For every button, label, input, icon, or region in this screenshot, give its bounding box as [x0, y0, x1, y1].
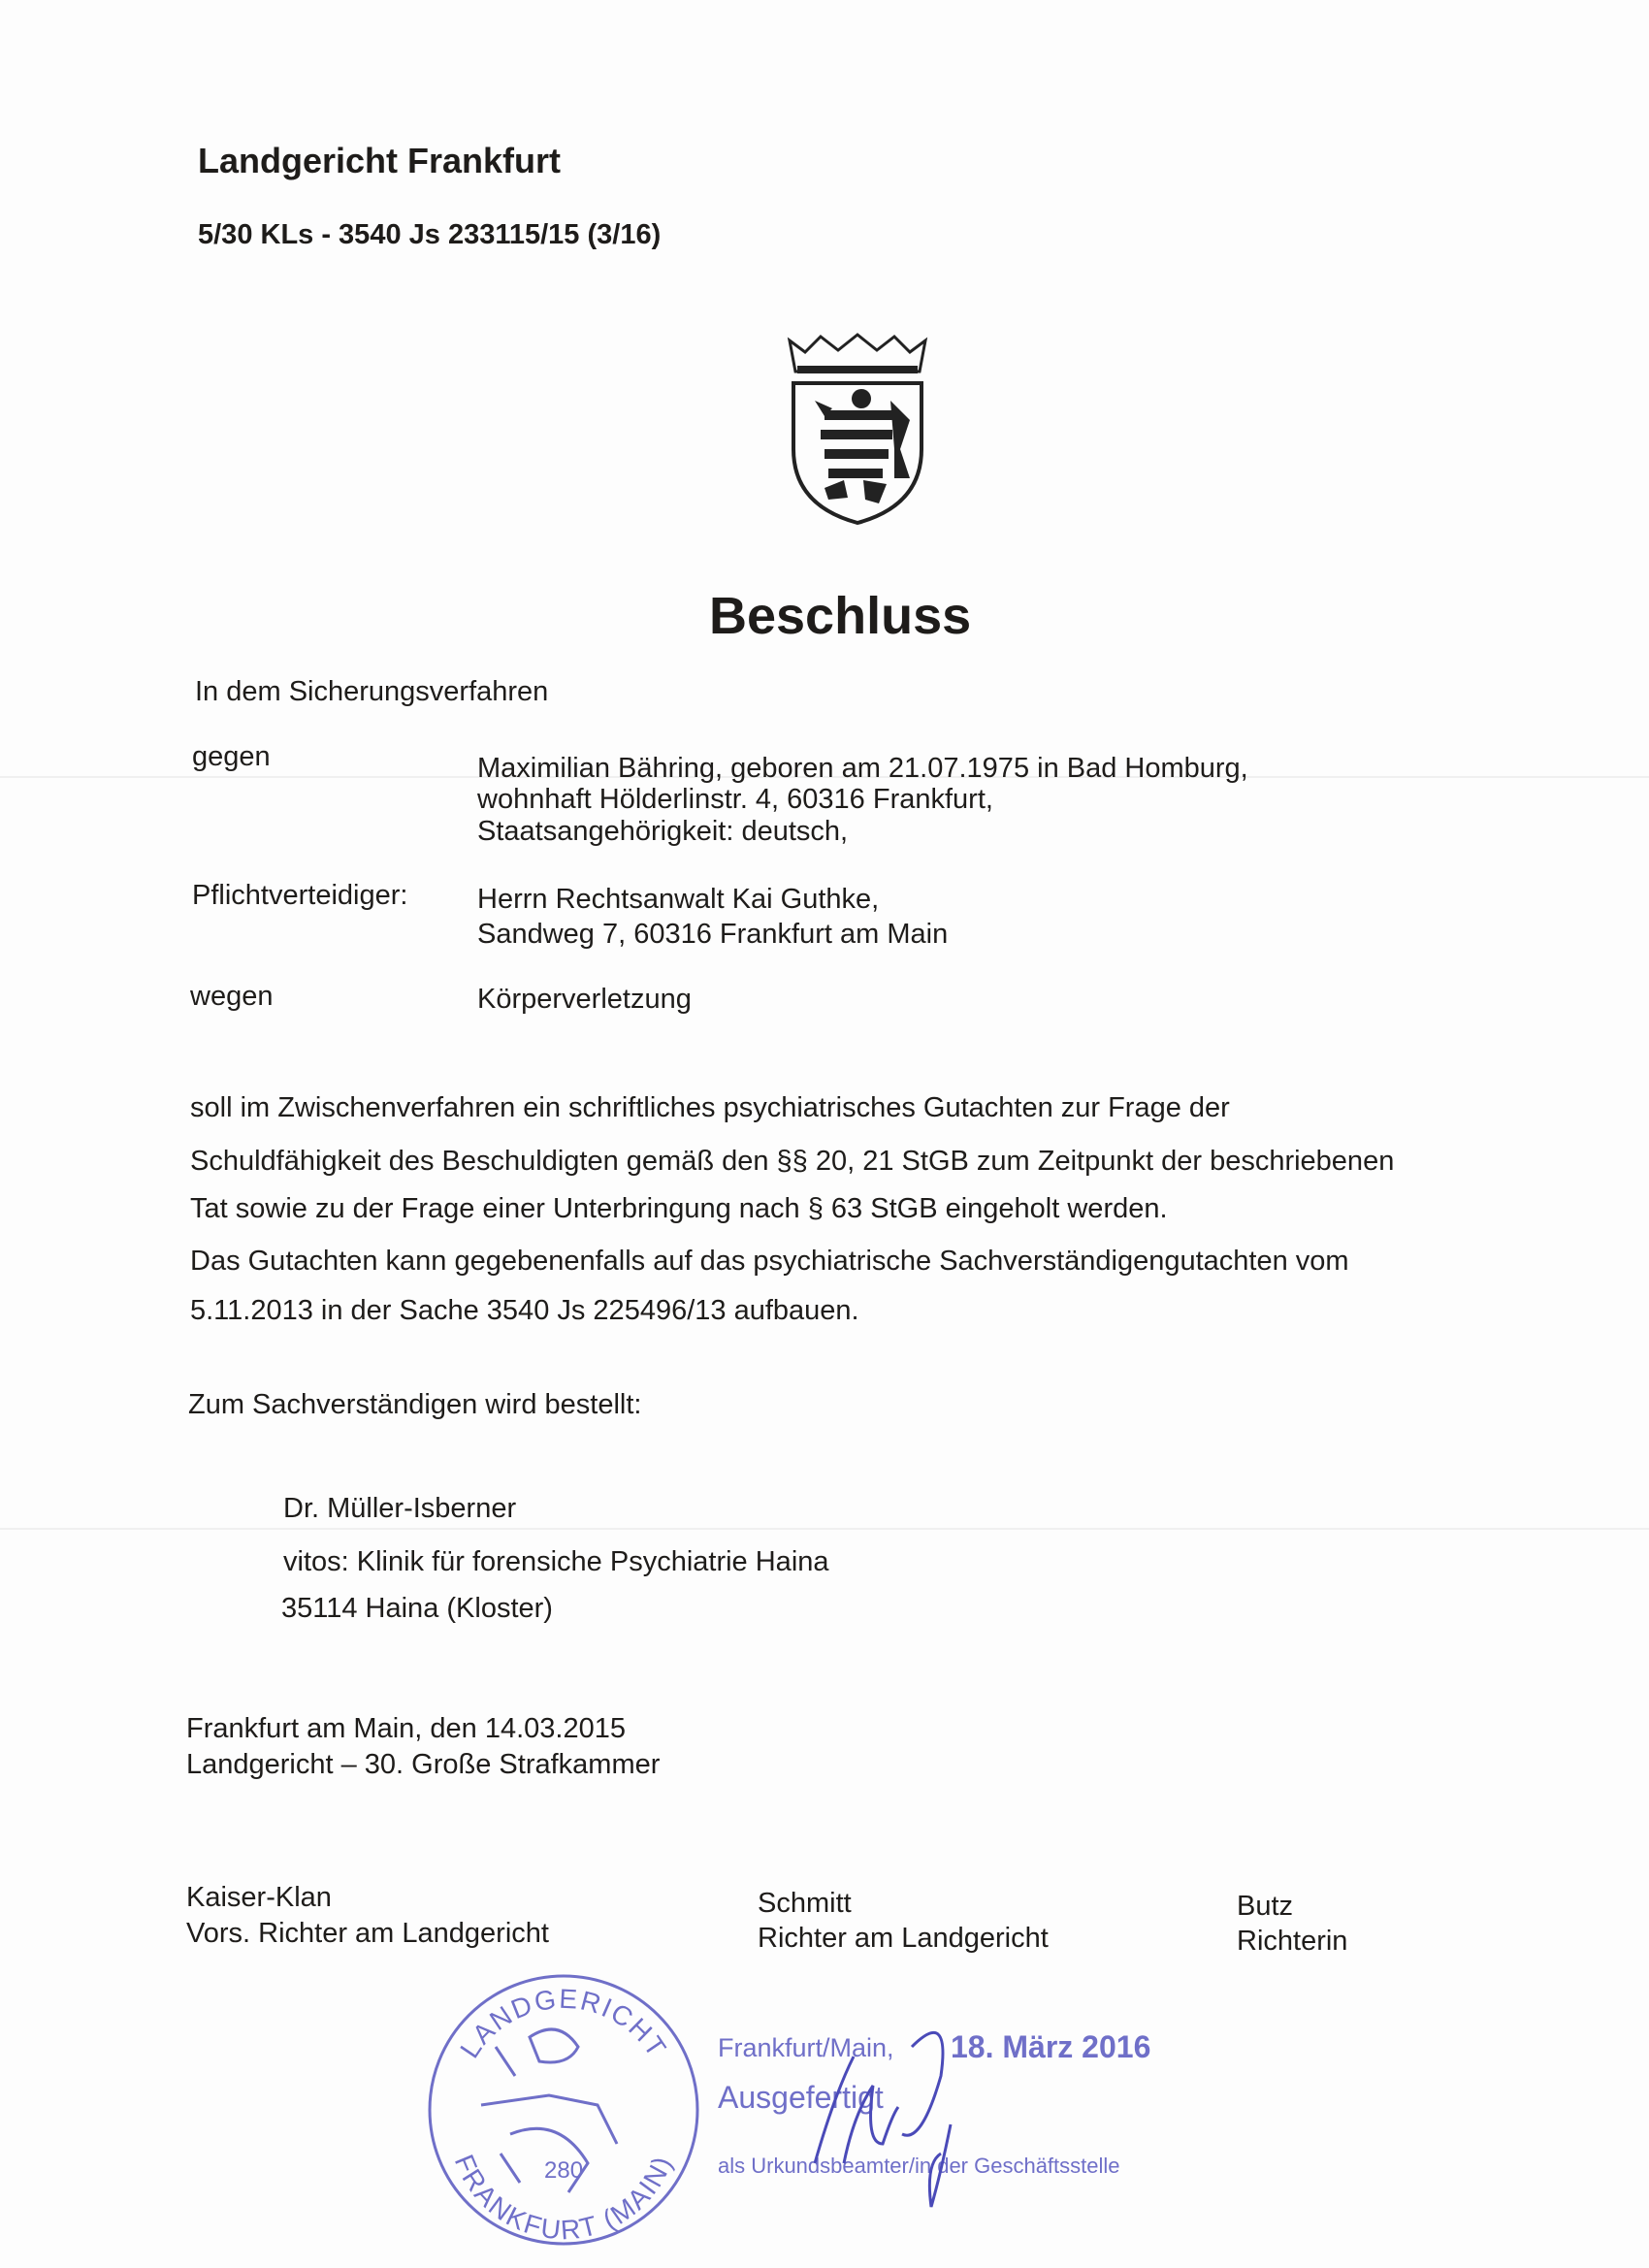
document-title: Beschluss — [709, 587, 972, 645]
body-line: Tat sowie zu der Frage einer Unterbringung nach § 63 StGB eingeholt werden. — [190, 1193, 1168, 1224]
party-line: Sandweg 7, 60316 Frankfurt am Main — [477, 919, 949, 950]
judge-role: Vors. Richter am Landgericht — [186, 1918, 549, 1949]
place-date: Frankfurt am Main, den 14.03.2015 — [186, 1713, 626, 1744]
party-line: wohnhaft Hölderlinstr. 4, 60316 Frankfurt, — [477, 784, 993, 815]
body-line: soll im Zwischenverfahren ein schriftliches psychiatrisches Gutachten zur Frage der — [190, 1092, 1230, 1123]
party-line: Herrn Rechtsanwalt Kai Guthke, — [477, 884, 880, 915]
party-line: Maximilian Bähring, geboren am 21.07.1975 in Bad Homburg, — [477, 753, 1248, 784]
expert-intro: Zum Sachverständigen wird bestellt: — [188, 1389, 642, 1420]
court-name: Landgericht Frankfurt — [198, 141, 562, 180]
case-number: 5/30 KLs - 3540 Js 233115/15 (3/16) — [198, 219, 662, 250]
body-line: Das Gutachten kann gegebenenfalls auf das psychiatrische Sachverständigengutachten vom — [190, 1246, 1349, 1277]
party-line: Körperverletzung — [477, 984, 692, 1015]
stamp-official: als Urkundsbeamter/in der Geschäftsstelle — [718, 2154, 1120, 2178]
stamp-date: 18. März 2016 — [951, 2029, 1151, 2064]
stamp-certified: Ausgefertigt — [718, 2080, 884, 2115]
seal-number: 280 — [544, 2157, 584, 2184]
stamp-place: Frankfurt/Main, — [718, 2033, 894, 2062]
judge-name: Butz — [1237, 1891, 1294, 1922]
body-line: Schuldfähigkeit des Beschuldigten gemäß den §§ 20, 21 StGB zum Zeitpunkt der beschriebenen — [190, 1146, 1395, 1177]
party-label: gegen — [192, 741, 271, 772]
judge-role: Richterin — [1237, 1926, 1348, 1957]
hesse-coat-of-arms-icon — [786, 333, 929, 527]
chamber: Landgericht – 30. Große Strafkammer — [186, 1749, 661, 1780]
paper-fold — [0, 1528, 1649, 1530]
judge-role: Richter am Landgericht — [758, 1923, 1049, 1954]
expert-line: Dr. Müller-Isberner — [283, 1493, 517, 1524]
seal-bottom-text: FRANKFURT (MAIN) — [448, 2150, 679, 2246]
seal-top-text: LANDGERICHT — [454, 1983, 673, 2064]
svg-text:LANDGERICHT — [454, 1984, 672, 2063]
judge-name: Schmitt — [758, 1888, 852, 1919]
judge-name: Kaiser-Klan — [186, 1882, 332, 1913]
signature-icon — [805, 2018, 970, 2212]
body-line: 5.11.2013 in der Sache 3540 Js 225496/13 aufbauen. — [190, 1295, 859, 1326]
expert-line: vitos: Klinik für forensiche Psychiatrie Haina — [283, 1546, 829, 1577]
party-label: wegen — [190, 981, 274, 1012]
party-label: Pflichtverteidiger: — [192, 880, 408, 911]
expert-line: 35114 Haina (Kloster) — [281, 1593, 553, 1624]
party-line: Staatsangehörigkeit: deutsch, — [477, 816, 849, 847]
court-seal-icon — [423, 1969, 704, 2251]
intro-text: In dem Sicherungsverfahren — [195, 676, 549, 707]
